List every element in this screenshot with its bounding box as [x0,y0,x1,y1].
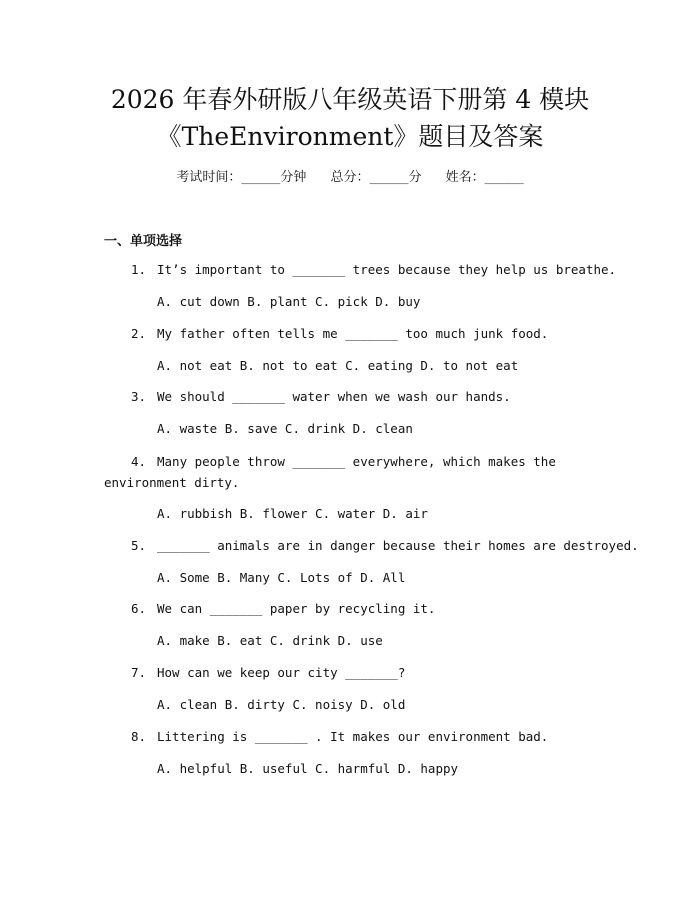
question-number: 6. [131,601,147,616]
question-item [131,726,548,747]
question-item [131,323,548,344]
question-text: Many people throw _______ everywhere, which makes the [157,454,556,469]
question-item [131,451,556,472]
question-text: How can we keep our city _______? [157,665,406,680]
question-number: 8. [131,729,147,744]
question-options: A. helpful B. useful C. harmful D. happy [157,761,459,776]
question-item [131,386,511,407]
question-number: 7. [131,665,147,680]
question-text: We should _______ water when we wash our hands. [157,389,511,404]
section-heading: 一、单项选择 [104,234,183,249]
question-item [131,535,639,556]
question-text: It’s important to _______ trees because they help us breathe. [157,262,617,277]
question-item [131,259,616,280]
question-number: 3. [131,389,147,404]
title-line-1: 2026 年春外研版八年级英语下册第 4 模块 [110,85,590,114]
question-options: A. cut down B. plant C. pick D. buy [157,294,421,309]
question-options: A. waste B. save C. drink D. clean [157,421,413,436]
question-number: 5. [131,538,147,553]
question-options: A. make B. eat C. drink D. use [157,633,383,648]
question-number: 1. [131,262,147,277]
question-number: 2. [131,326,147,341]
exam-time-field: 考试时间：______分钟 [176,170,307,185]
title-line-2: 《TheEnvironment》题目及答案 [156,122,544,151]
question-options: A. Some B. Many C. Lots of D. All [157,570,406,585]
question-item [131,598,435,619]
question-text-continued: environment dirty. [104,475,240,490]
question-text: _______ animals are in danger because their homes are destroyed. [157,538,639,553]
question-item [131,662,405,683]
question-options: A. rubbish B. flower C. water D. air [157,506,428,521]
student-name-field: 姓名：______ [445,170,524,185]
exam-meta [0,169,700,187]
question-options: A. clean B. dirty C. noisy D. old [157,697,406,712]
question-text: Littering is _______ . It makes our environment bad. [157,729,549,744]
question-options: A. not eat B. not to eat C. eating D. to not eat [157,358,519,373]
question-text: My father often tells me _______ too much junk food. [157,326,549,341]
question-number: 4. [131,454,147,469]
question-text: We can _______ paper by recycling it. [157,601,436,616]
total-score-field: 总分：______分 [330,170,422,185]
